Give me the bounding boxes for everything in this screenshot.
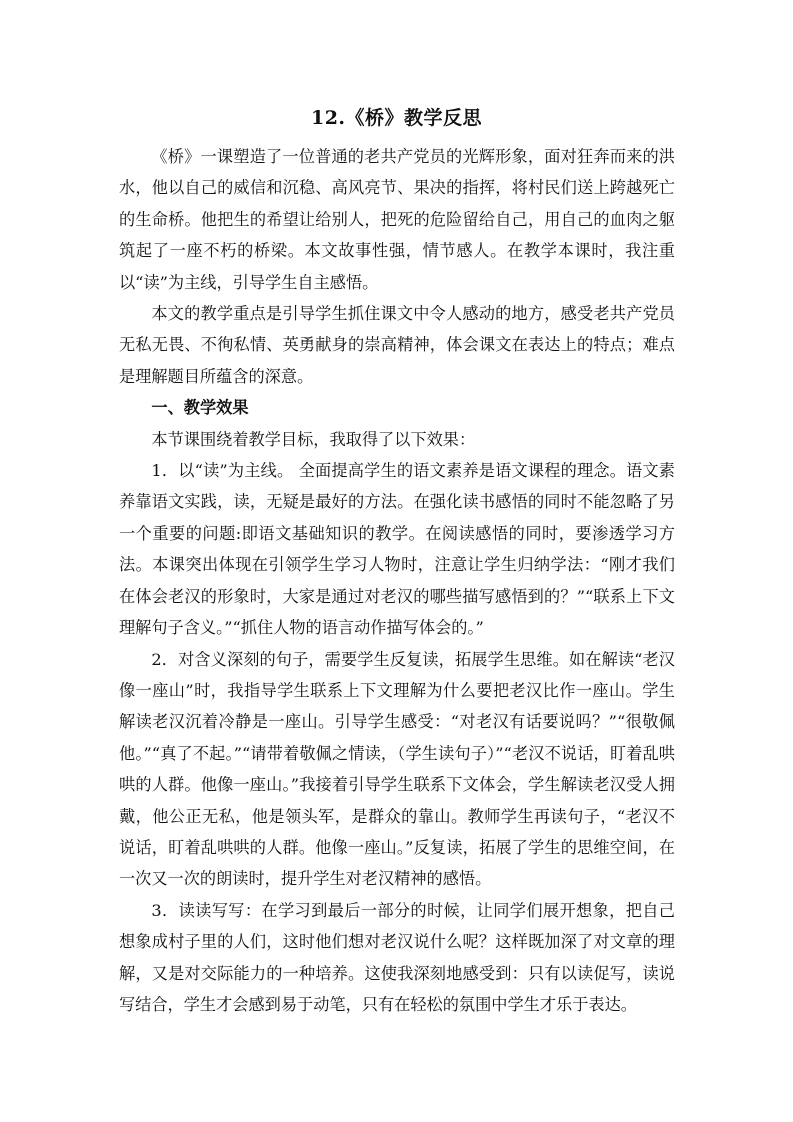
intro-paragraph: 《桥》一课塑造了一位普通的老共产党员的光辉形象，面对狂奔而来的洪水，他以自己的威信和沉稳、高风亮节、果决的指挥，将村民们送上跨越死亡的生命桥。他把生的希望让给别人，把死的危险留给自己，用自己的血肉之躯筑起了一座不朽的桥梁。本文故事性强，情节感人。在教学本课时，我注重以“读”为主线，引导学生自主感悟。 bbox=[119, 147, 675, 292]
document-title: 12.《桥》教学反思 bbox=[310, 107, 483, 129]
focus-paragraph: 本文的教学重点是引导学生抓住课文中令人感动的地方，感受老共产党员无私无畏、不徇私情、英勇献身的崇高精神，体会课文在表达上的特点；难点是理解题目所蕴含的深意。 bbox=[119, 304, 675, 386]
point-3-paragraph: 3．读读写写：在学习到最后一部分的时候，让同学们展开想象，把自己想象成村子里的人们，这时他们想对老汉说什么呢？这样既加深了对文章的理解，又是对交际能力的一种培养。这使我深刻地感受到：只有以读促写，读说写结合，学生才会感到易于动笔，只有在轻松的氛围中学生才乐于表达。 bbox=[119, 900, 675, 1014]
point-2-paragraph: 2．对含义深刻的句子，需要学生反复读，拓展学生思维。如在解读“老汉像一座山”时，我指导学生联系上下文理解为什么要把老汉比作一座山。学生解读老汉沉着冷静是一座山。引导学生感受：“对老汉有话要说吗？”“很敬佩他。”“真了不起。”“请带着敬佩之情读，（学生读句子）”“老汉不说话，盯着乱哄哄的人群。他像一座山。”我接着引导学生联系下文体会，学生解读老汉受人拥戴，他公正无私，他是领头军，是群众的靠山。教师学生再读句子，“老汉不说话，盯着乱哄哄的人群。他像一座山。”反复读，拓展了学生的思维空间，在一次又一次的朗读时，提升学生对老汉精神的感悟。 bbox=[119, 649, 675, 889]
section-lead-paragraph: 本节课围绕着教学目标，我取得了以下效果： bbox=[151, 429, 476, 449]
section-heading: 一、教学效果 bbox=[151, 398, 249, 418]
point-1-paragraph: 1．以“读”为主线。 全面提高学生的语文素养是语文课程的理念。语文素养靠语文实践，读，无疑是最好的方法。在强化读书感悟的同时不能忽略了另一个重要的问题:即语文基础知识的教学。在阅读感悟的同时，要渗透学习方法。本课突出体现在引领学生学习人物时，注意让学生归纳学法：“刚才我们在体会老汉的形象时，大家是通过对老汉的哪些描写感悟到的？”“联系上下文理解句子含义。”“抓住人物的语言动作描写体会的。” bbox=[119, 461, 675, 638]
document-body bbox=[119, 141, 675, 1020]
